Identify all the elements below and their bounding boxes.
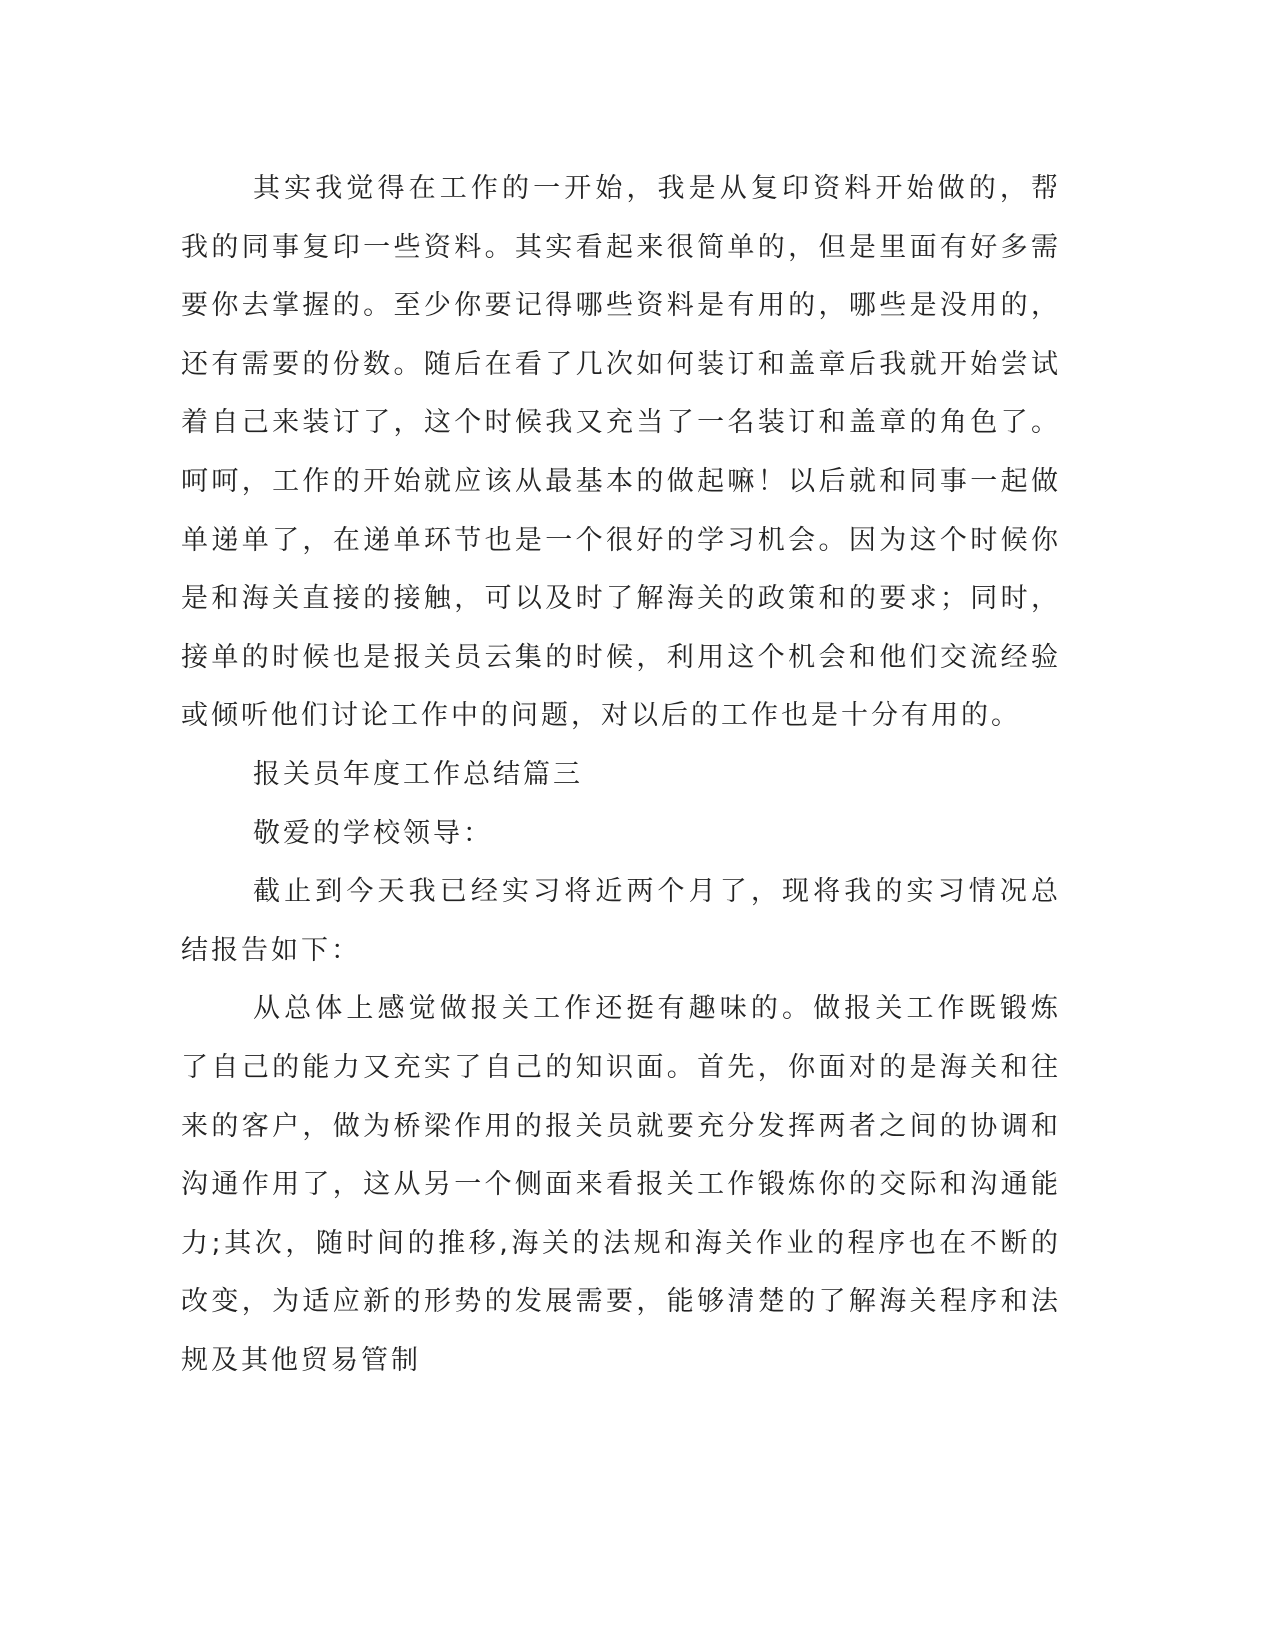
document-body [181,160,1061,1390]
salutation: 敬爱的学校领导： [253,817,493,849]
section-title: 报关员年度工作总结篇三 [253,758,583,790]
paragraph-overall-feeling: 从总体上感觉做报关工作还挺有趣味的。做报关工作既锻炼了自己的能力又充实了自己的知识面。首先，你面对的是海关和往来的客户，做为桥梁作用的报关员就要充分发挥两者之间的协调和沟通作用了，这从另一个侧面来看报关工作锻炼你的交际和沟通能力;其次，随时间的推移,海关的法规和海关作业的程序也在不断的改变，为适应新的形势的发展需要，能够清楚的了解海关程序和法规及其他贸易管制 [181,993,1061,1376]
paragraph-work-experience: 其实我觉得在工作的一开始，我是从复印资料开始做的，帮我的同事复印一些资料。其实看起来很简单的，但是里面有好多需要你去掌握的。至少你要记得哪些资料是有用的，哪些是没用的，还有需要的份数。随后在看了几次如何装订和盖章后我就开始尝试着自己来装订了，这个时候我又充当了一名装订和盖章的角色了。呵呵，工作的开始就应该从最基本的做起嘛！以后就和同事一起做单递单了，在递单环节也是一个很好的学习机会。因为这个时候你是和海关直接的接触，可以及时了解海关的政策和的要求；同时，接单的时候也是报关员云集的时候，利用这个机会和他们交流经验或倾听他们讨论工作中的问题，对以后的工作也是十分有用的。 [181,173,1061,732]
paragraph-intro: 截止到今天我已经实习将近两个月了，现将我的实习情况总结报告如下： [181,876,1061,966]
